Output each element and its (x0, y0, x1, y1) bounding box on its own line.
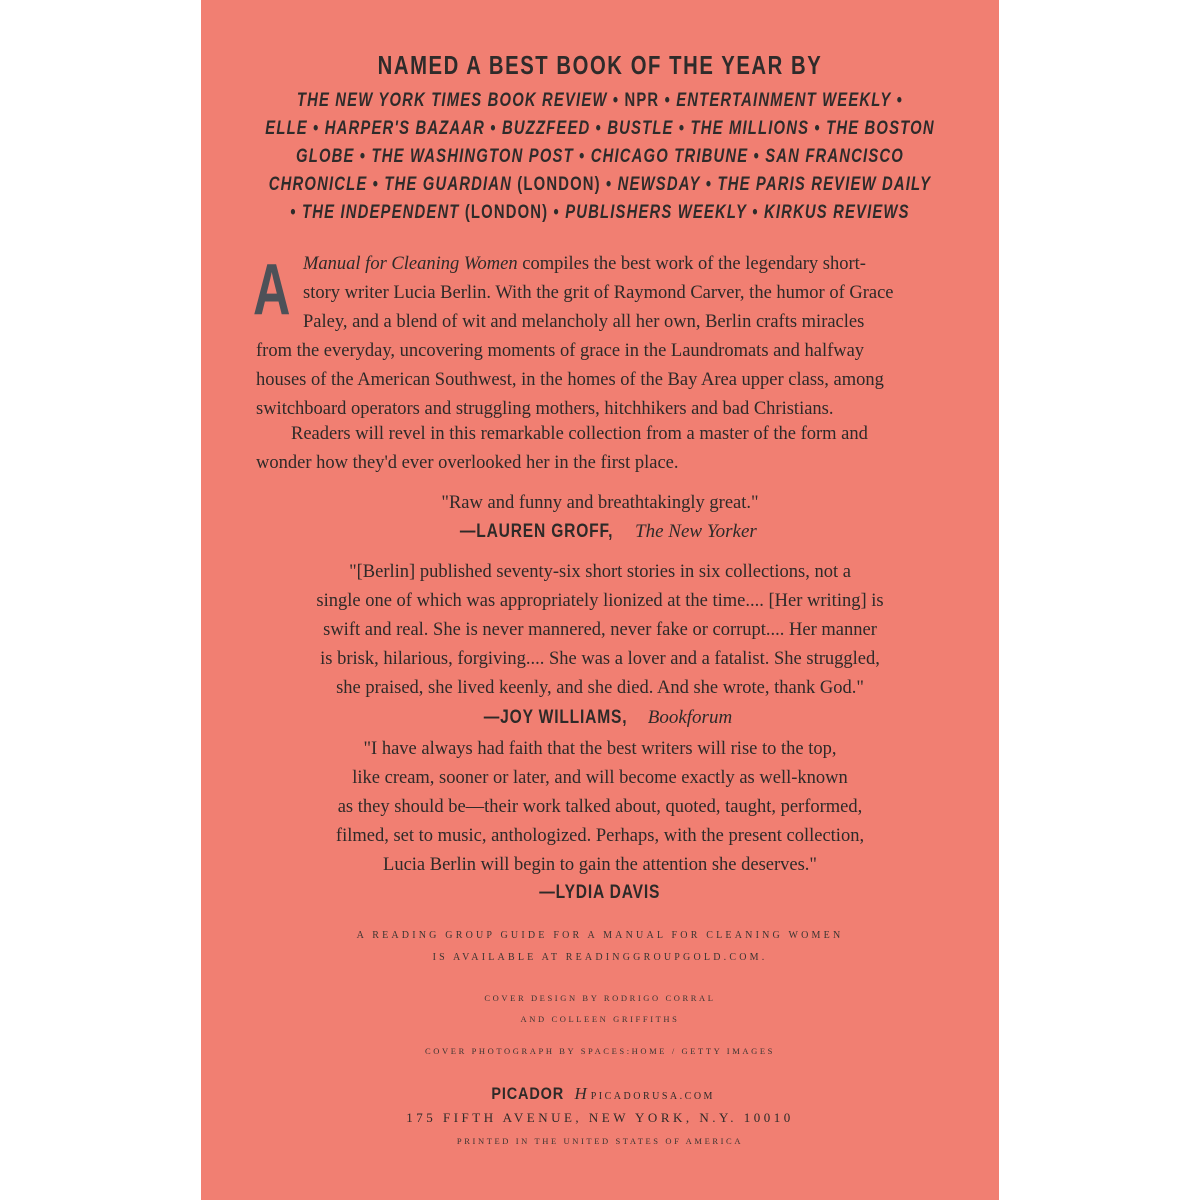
publisher-line (201, 1084, 999, 1104)
publication-name: GLOBE (296, 146, 355, 167)
publication-name: SAN FRANCISCO (765, 146, 904, 167)
quote-line: "I have always had faith that the best writers will rise to the top, (363, 739, 837, 759)
quote-line: is brisk, hilarious, forgiving.... She was a lover and a fatalist. She struggled, (320, 649, 880, 669)
description-line (256, 366, 884, 395)
separator: • (573, 146, 591, 167)
separator: • (700, 174, 718, 195)
separator: • (659, 90, 677, 111)
description-line (303, 308, 864, 337)
description-text: from the everyday, uncovering moments of grace in the Laundromats and halfway (256, 341, 865, 361)
reading-guide-line-2: IS AVAILABLE AT READINGGROUPGOLD.COM. (432, 952, 768, 963)
reading-guide-line-1: A READING GROUP GUIDE FOR A MANUAL FOR CLEANING WOMEN (356, 930, 844, 941)
quote-source: The New Yorker (630, 521, 757, 542)
quote-author: —JOY WILLIAMS, (483, 707, 628, 728)
separator: • (354, 146, 372, 167)
separator: NPR (624, 90, 660, 111)
separator: • (748, 146, 766, 167)
separator: • (307, 118, 325, 139)
quote-line: filmed, set to music, anthologized. Perhaps, with the present collection, (335, 826, 865, 846)
separator: • (607, 90, 625, 111)
publication-name: THE MILLIONS (690, 118, 810, 139)
separator: • (891, 90, 904, 111)
publication-name: THE INDEPENDENT (302, 202, 460, 223)
printed-in-line: PRINTED IN THE UNITED STATES OF AMERICA (456, 1136, 744, 1146)
description-text: wonder how they'd ever overlooked her in the first place. (256, 453, 679, 473)
quote-line: swift and real. She is never mannered, never fake or corrupt.... Her manner (323, 620, 877, 640)
publication-name: KIRKUS REVIEWS (763, 202, 910, 223)
publication-line (258, 118, 943, 140)
cover-design-credit: COVER DESIGN BY RODRIGO CORRAL (484, 993, 716, 1003)
quote-attribution (201, 882, 999, 904)
quote-line: like cream, sooner or later, and will become exactly as well-known (352, 768, 848, 788)
quote-author: —LAUREN GROFF, (460, 521, 614, 542)
description-text: compiles the best work of the legendary short- (517, 254, 866, 274)
separator: (LONDON) • (512, 174, 618, 195)
publication-line (258, 146, 943, 168)
book-back-cover (201, 0, 999, 1200)
quote-line: she praised, she lived keenly, and she died. And she wrote, thank God." (336, 678, 864, 698)
quote-attribution (201, 707, 999, 729)
cover-design-credit-2: AND COLLEEN GRIFFITHS (520, 1014, 680, 1024)
description-line (303, 279, 894, 308)
description-text: story writer Lucia Berlin. With the grit of Raymond Carver, the humor of Grace (303, 283, 894, 303)
publication-name: ENTERTAINMENT WEEKLY (676, 90, 892, 111)
publication-name: ELLE (265, 118, 308, 139)
publisher-name: PICADOR (491, 1084, 565, 1103)
publisher-address: 175 FIFTH AVENUE, NEW YORK, N.Y. 10010 (406, 1110, 794, 1125)
quote-line: "Raw and funny and breathtakingly great." (441, 493, 759, 513)
description-text: Readers will revel in this remarkable collection from a master of the form and (291, 424, 868, 444)
publication-name: THE NEW YORK TIMES BOOK REVIEW (296, 90, 608, 111)
description-text: houses of the American Southwest, in the homes of the Bay Area upper class, among (256, 370, 884, 390)
separator: • (809, 118, 827, 139)
cover-photo-credit: COVER PHOTOGRAPH BY SPACES:HOME / GETTY IMAGES (425, 1046, 775, 1056)
publication-name: BUZZFEED (501, 118, 591, 139)
description-text: switchboard operators and struggling mothers, hitchhikers and bad Christians. (256, 399, 834, 419)
publication-name: CHICAGO TRIBUNE (590, 146, 749, 167)
publication-name: NEWSDAY (617, 174, 701, 195)
quote-line: as they should be—their work talked about, quoted, taught, performed, (337, 797, 863, 817)
publisher-url: PICADORUSA.COM (590, 1091, 715, 1102)
book-title-text: Manual for Cleaning Women (303, 254, 518, 274)
best-book-heading: NAMED A BEST BOOK OF THE YEAR BY (377, 50, 823, 80)
quote-line: Lucia Berlin will begin to gain the attention she deserves." (383, 855, 817, 875)
description-line (291, 420, 868, 449)
quote-author: —LYDIA DAVIS (539, 882, 661, 903)
publication-name: THE WASHINGTON POST (371, 146, 574, 167)
description-text: Paley, and a blend of wit and melancholy all her own, Berlin crafts miracles (303, 312, 865, 332)
publication-name: THE GUARDIAN (384, 174, 513, 195)
publication-name: BUSTLE (607, 118, 674, 139)
separator: • (590, 118, 608, 139)
publication-line (258, 174, 943, 196)
publication-name: THE PARIS REVIEW DAILY (717, 174, 932, 195)
separator: • (673, 118, 691, 139)
separator: • (485, 118, 502, 139)
publication-name: PUBLISHERS WEEKLY (565, 202, 748, 223)
quote-source: Bookforum (642, 707, 733, 728)
quote-line: single one of which was appropriately lionized at the time.... [Her writing] is (316, 591, 884, 611)
separator: • (290, 202, 303, 223)
separator: • (367, 174, 385, 195)
separator: (LONDON) • (459, 202, 566, 223)
drop-cap: A (253, 250, 291, 330)
publication-line (258, 90, 943, 112)
publication-line (258, 202, 943, 224)
publication-name: THE BOSTON (826, 118, 935, 139)
quote-attribution (201, 521, 999, 543)
description-line (303, 250, 866, 279)
quote-line: "[Berlin] published seventy-six short stories in six collections, not a (349, 562, 851, 582)
publication-name: CHRONICLE (268, 174, 368, 195)
separator: • (747, 202, 764, 223)
publication-name: HARPER'S BAZAAR (324, 118, 486, 139)
publisher-logo-mark: H (574, 1084, 587, 1103)
description-line (256, 337, 864, 366)
description-line (256, 449, 679, 478)
